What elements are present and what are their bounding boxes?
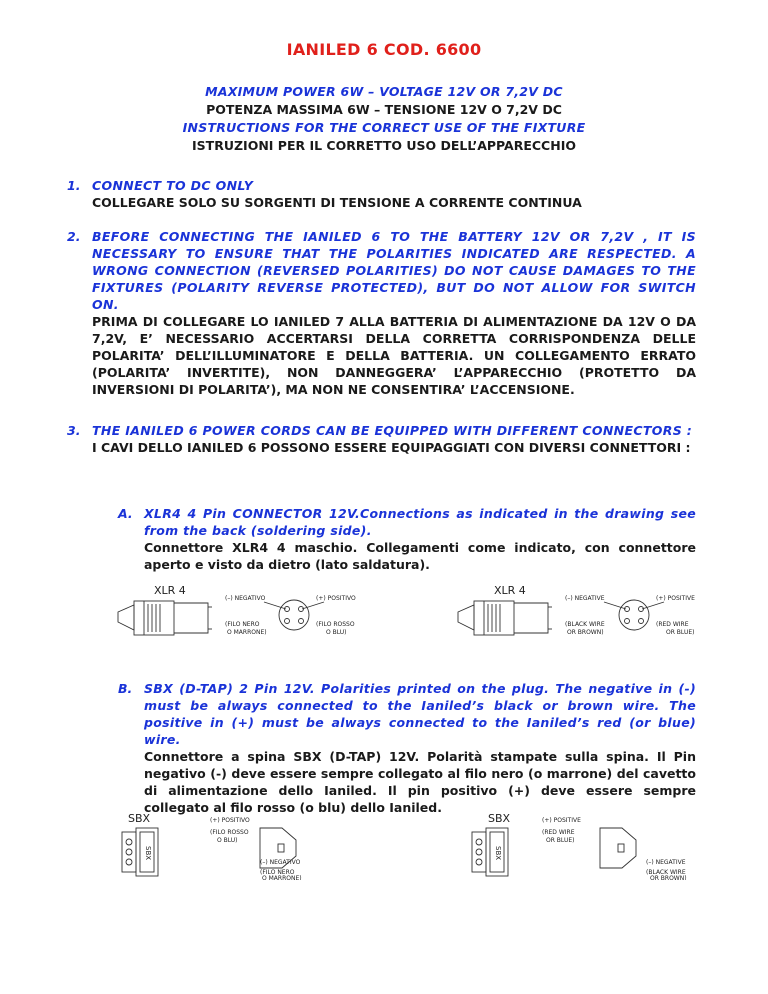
item-text-en: SBX (D-TAP) 2 Pin 12V. Polarities printed on the plug. The negative in (-) must be always connected to the Ianiled’s black or brown wire. The positive in (+) must be always connected to the Ianiled’s red (or blue) wire. [144,681,696,747]
positive-wire-label-2: OR BLUE) [666,629,695,636]
plug-label: SBX [494,846,502,861]
negative-wire-label: (BLACK WIRE [565,621,605,628]
header-instructions-en: INSTRUCTIONS FOR THE CORRECT USE OF THE FIXTURE [182,120,586,135]
item-letter: B. [118,681,133,696]
positive-label: (+) POSITIVE [656,595,695,602]
item-text-it: PRIMA DI COLLEGARE LO IANILED 7 ALLA BATTERIA DI ALIMENTAZIONE DA 12V O DA 7,2V, E’ NECESSARIO ACCERTARSI DELLA CORRETTA CORRISPONDENZA DELLE POLARITA’ DELL’ILLUMINATORE E DELLA BATTERIA. UN COLLEGAMENTO ERRATO (POLARITA’ INVERTITE), NON DANNEGGERA’ L’APPARECCHIO (PROTETTO DA INVERSIONI DI POLARITA’), MA NON NE CONSENTIRA’ L’ACCENSIONE. [92,314,696,397]
item-letter: A. [118,506,133,521]
diagram-title: XLR 4 [154,584,186,597]
positive-wire-label-2: OR BLUE) [546,837,575,844]
negative-label: (–) NEGATIVO [260,859,301,866]
diagram-title: SBX [488,812,511,825]
item-text-it: Connettore a spina SBX (D-TAP) 12V. Polarità stampate sulla spina. Il Pin negativo (-) deve essere sempre collegato al filo nero (o marrone) del cavetto di alimentazione dello Ianiled. Il pin positivo (+) deve essere sempre collegato al filo rosso (o blu) dello Ianiled. [144,749,696,815]
negative-wire-label-2: O MARRONE) [262,875,302,880]
xlr-plug-drawing [458,601,552,635]
negative-wire-label-2: OR BROWN) [567,629,604,636]
instruction-item-1 [67,177,696,211]
item-text-it: COLLEGARE SOLO SU SORGENTI DI TENSIONE A CORRENTE CONTINUA [92,195,582,210]
negative-wire-label: (BLACK WIRE [646,869,686,876]
item-text-en: THE IANILED 6 POWER CORDS CAN BE EQUIPPED WITH DIFFERENT CONNECTORS : [92,423,693,438]
xlr-pin-face [264,600,324,630]
negative-wire-label-2: O MARRONE) [227,629,267,636]
negative-wire-label-2: OR BROWN) [650,875,687,880]
plug-label: SBX [144,846,152,861]
diagram-title: SBX [128,812,151,825]
negative-label: (–) NEGATIVE [646,859,686,866]
item-text-en: XLR4 4 Pin CONNECTOR 12V.Connections as indicated in the drawing see from the back (soldering side). [144,506,696,538]
xlr-pin-face [604,600,664,630]
xlr-plug-drawing [118,601,212,635]
positive-wire-label: (RED WIRE [656,621,689,628]
header-instructions-it: ISTRUZIONI PER IL CORRETTO USO DELL’APPARECCHIO [192,138,576,153]
positive-label: (+) POSITIVO [210,817,250,824]
item-text-en: BEFORE CONNECTING THE IANILED 6 TO THE BATTERY 12V OR 7,2V , IT IS NECESSARY TO ENSURE THAT THE POLARITIES INDICATED ARE RESPECTED. A WRONG CONNECTION (REVERSED POLARITIES) DO NOT CAUSE DAMAGES TO THE FIXTURES (POLARITY REVERSE PROTECTED), BUT DO NOT ALLOW FOR SWITCH ON. [92,229,696,312]
positive-label: (+) POSITIVE [542,817,581,824]
positive-wire-label: (FILO ROSSO [316,621,355,628]
item-number: 1. [67,178,81,193]
item-text-it: I CAVI DELLO IANILED 6 POSSONO ESSERE EQUIPAGGIATI CON DIVERSI CONNETTORI : [92,440,691,455]
item-text-it: Connettore XLR4 4 maschio. Collegamenti come indicato, con connettore aperto e visto da dietro (lato saldatura). [144,540,696,572]
diagram-title: XLR 4 [494,584,526,597]
xlr4-diagram-english [454,582,714,652]
positive-wire-label: (RED WIRE [542,829,575,836]
item-text-en: CONNECT TO DC ONLY [92,178,254,193]
sbx-socket-drawing [600,828,636,868]
positive-wire-label: (FILO ROSSO [210,829,249,836]
header-max-power-en: MAXIMUM POWER 6W – VOLTAGE 12V OR 7,2V DC [205,84,563,99]
connector-item-b [118,680,696,816]
positive-wire-label-2: O BLU) [326,629,347,636]
negative-label: (–) NEGATIVE [565,595,605,602]
header-max-power-it: POTENZA MASSIMA 6W – TENSIONE 12V O 7,2V DC [206,102,562,117]
sbx-diagram-italian [110,810,370,880]
instruction-item-2 [67,228,696,398]
negative-wire-label: (FILO NERO [225,621,260,628]
positive-wire-label-2: O BLU) [217,837,238,844]
sbx-diagram-english [460,810,720,880]
document-title: IANILED 6 COD. 6600 [286,40,482,59]
item-number: 2. [67,229,81,244]
item-number: 3. [67,423,81,438]
connector-item-a [118,505,696,573]
instruction-item-3 [67,422,696,456]
negative-label: (–) NEGATIVO [225,595,266,602]
xlr4-diagram-italian [114,582,374,652]
positive-label: (+) POSITIVO [316,595,356,602]
negative-wire-label: (FILO NERO [260,869,295,876]
